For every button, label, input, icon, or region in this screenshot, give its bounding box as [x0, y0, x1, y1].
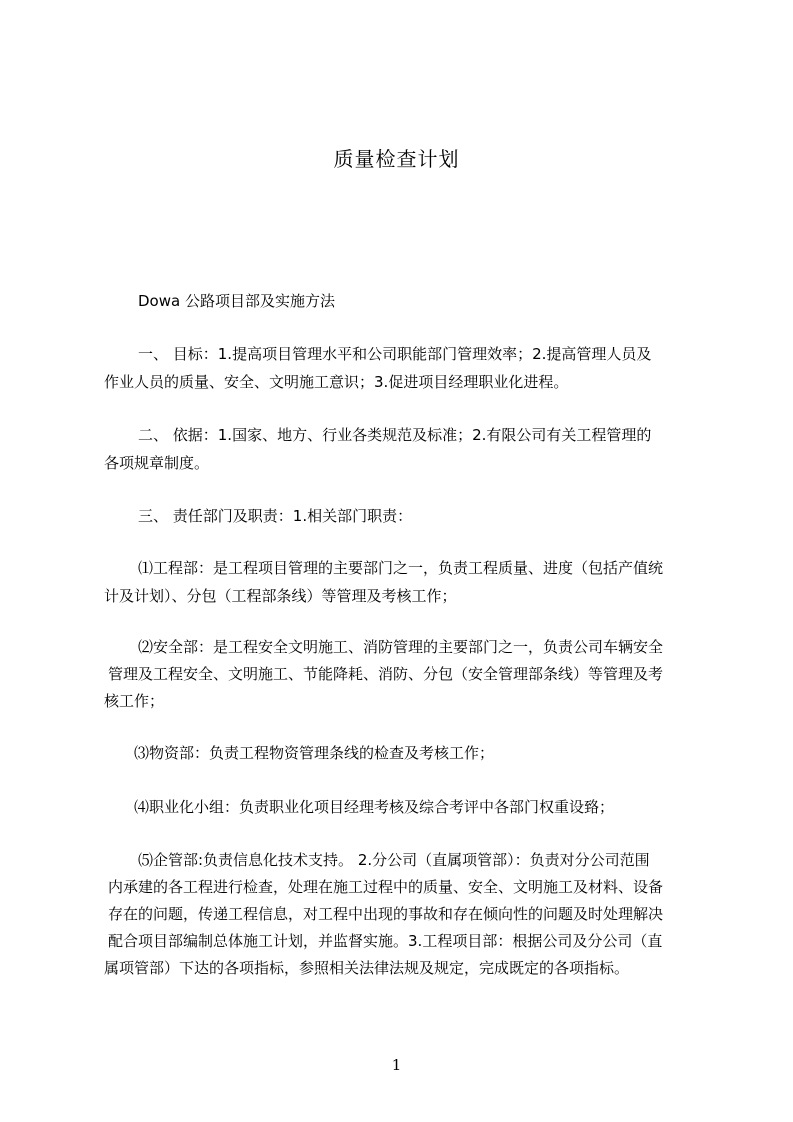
item-management-line-3: 存在的问题，传递工程信息，对工程中出现的事故和存在倾向性的问题及时处理解决	[108, 905, 664, 923]
page-title: 质量检查计划	[333, 147, 460, 171]
item-management-line-2: 内承建的各工程进行检查，处理在施工过程中的质量、安全、文明施工及材料、设备	[108, 878, 664, 896]
section-goal-line-2: 作业人员的质量、安全、文明施工意识；3.促进项目经理职业化进程。	[104, 373, 569, 391]
section-basis-line-1: 二、 依据：1.国家、地方、行业各类规范及标准；2.有限公司有关工程管理的	[138, 426, 652, 444]
subtitle: Dowa 公路项目部及实施方法	[138, 292, 335, 310]
section-goal-line-1: 一、 目标：1.提高项目管理水平和公司职能部门管理效率；2.提高管理人员及	[138, 345, 652, 363]
item-engineering-line-2: 计及计划）、分包（工程部条线）等管理及考核工作；	[104, 587, 457, 605]
section-basis-line-2: 各项规章制度。	[104, 454, 210, 472]
item-career-team-line-1: ⑷职业化小组：负责职业化项目经理考核及综合考评中各部门权重设臵；	[134, 798, 615, 816]
item-safety-line-2: 管理及工程安全、文明施工、节能降耗、消防、分包（安全管理部条线）等管理及考	[108, 665, 664, 683]
item-materials-line-1: ⑶物资部：负责工程物资管理条线的检查及考核工作；	[134, 744, 495, 762]
item-management-line-4: 配合项目部编制总体施工计划，并监督实施。3.工程项目部：根据公司及分公司（直	[108, 932, 663, 950]
item-management-line-5: 属项管部）下达的各项指标，参照相关法律法规及规定，完成既定的各项指标。	[104, 959, 630, 977]
item-management-line-1: ⑸企管部:负责信息化技术支持。 2.分公司（直属项管部）：负责对分公司范围	[138, 851, 650, 869]
item-safety-line-3: 核工作；	[104, 692, 165, 710]
page-number: 1	[391, 1056, 402, 1074]
item-safety-line-1: ⑵安全部：是工程安全文明施工、消防管理的主要部门之一，负责公司车辆安全	[138, 638, 664, 656]
item-engineering-line-1: ⑴工程部：是工程项目管理的主要部门之一，负责工程质量、进度（包括产值统	[138, 559, 664, 577]
section-responsibility-line-1: 三、 责任部门及职责：1.相关部门职责：	[138, 507, 413, 525]
